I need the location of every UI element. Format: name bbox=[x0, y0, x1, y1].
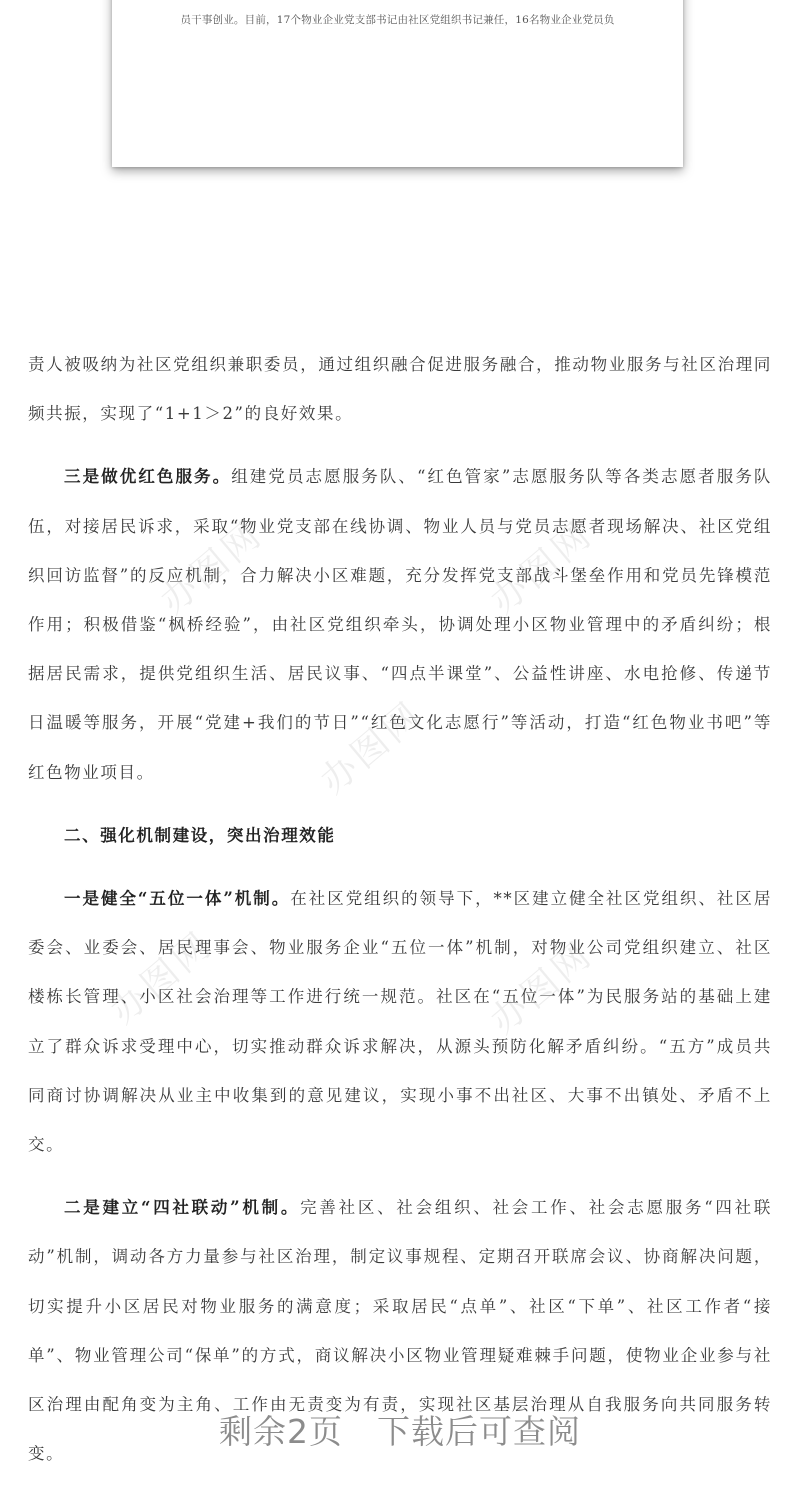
watermark: 办图网 bbox=[102, 923, 222, 1033]
watermark: 办图网 bbox=[482, 933, 602, 1043]
watermark: 办图网 bbox=[152, 513, 272, 623]
watermark: 办图网 bbox=[482, 513, 602, 623]
paragraph-text: 组建党员志愿服务队、“红色管家”志愿服务队等各类志愿者服务队伍，对接居民诉求，采取“物业党支部在线协调、物业人员与党员志愿者现场解决、社区党组织回访监督”的反应机制，合力解决小区难题，充分发挥党支部战斗堡垒作用和党员先锋模范作用；积极借鉴“枫桥经验”，由社区党组织牵头，协调处理小区物业管理中的矛盾纠纷；根据居民需求，提供党组织生活、居民议事、“四点半课堂”、公益性讲座、水电抢修、传递节日温暖等服务，开展“党建+我们的节日”“红色文化志愿行”等活动，打造“红色物业书吧”等红色物业项目。 bbox=[28, 467, 772, 782]
previous-page-preview bbox=[112, 0, 683, 167]
document-body bbox=[28, 340, 772, 1478]
paragraph-lead: 二是建立“四社联动”机制。 bbox=[64, 1198, 301, 1218]
paragraph-lead: 一是健全“五位一体”机制。 bbox=[64, 889, 291, 909]
section-heading: 二、强化机制建设，突出治理效能 bbox=[64, 825, 336, 845]
paragraph-text: 责人被吸纳为社区党组织兼职委员，通过组织融合促进服务融合，推动物业服务与社区治理同频共振，实现了“1+1＞2”的良好效果。 bbox=[28, 355, 772, 424]
remaining-pages-banner[interactable] bbox=[0, 1406, 800, 1453]
preview-text-line: 员干事创业。目前，17个物业企业党支部书记由社区党组织书记兼任，16名物业企业党员负 bbox=[180, 14, 615, 26]
watermark: 办图网 bbox=[312, 693, 432, 803]
download-to-view-label: 下载后可查阅 bbox=[377, 1412, 581, 1451]
remaining-pages-label: 剩余2页 bbox=[219, 1412, 343, 1451]
paragraph-text: 在社区党组织的领导下，**区建立健全社区党组织、社区居委会、业委会、居民理事会、物业服务企业“五位一体”机制，对物业公司党组织建立、社区楼栋长管理、小区社会治理等工作进行统一规范。社区在“五位一体”为民服务站的基础上建立了群众诉求受理中心，切实推动群众诉求解决，从源头预防化解矛盾纠纷。“五方”成员共同商讨协调解决从业主中收集到的意见建议，实现小事不出社区、大事不出镇处、矛盾不上交。 bbox=[28, 889, 772, 1155]
paragraph bbox=[28, 340, 772, 438]
paragraph bbox=[28, 874, 772, 1169]
paragraph bbox=[28, 452, 772, 796]
paragraph-lead: 三是做优红色服务。 bbox=[64, 467, 232, 487]
paragraph-text: 完善社区、社会组织、社会工作、社会志愿服务“四社联动”机制，调动各方力量参与社区治理，制定议事规程、定期召开联席会议、协商解决问题，切实提升小区居民对物业服务的满意度；采取居民“点单”、社区“下单”、社区工作者“接单”、物业管理公司“保单”的方式，商议解决小区物业管理疑难棘手问题，使物业企业参与社区治理由配角变为主角、工作由无责变为有责，实现社区基层治理从自我服务向共同服务转变。 bbox=[28, 1198, 772, 1464]
